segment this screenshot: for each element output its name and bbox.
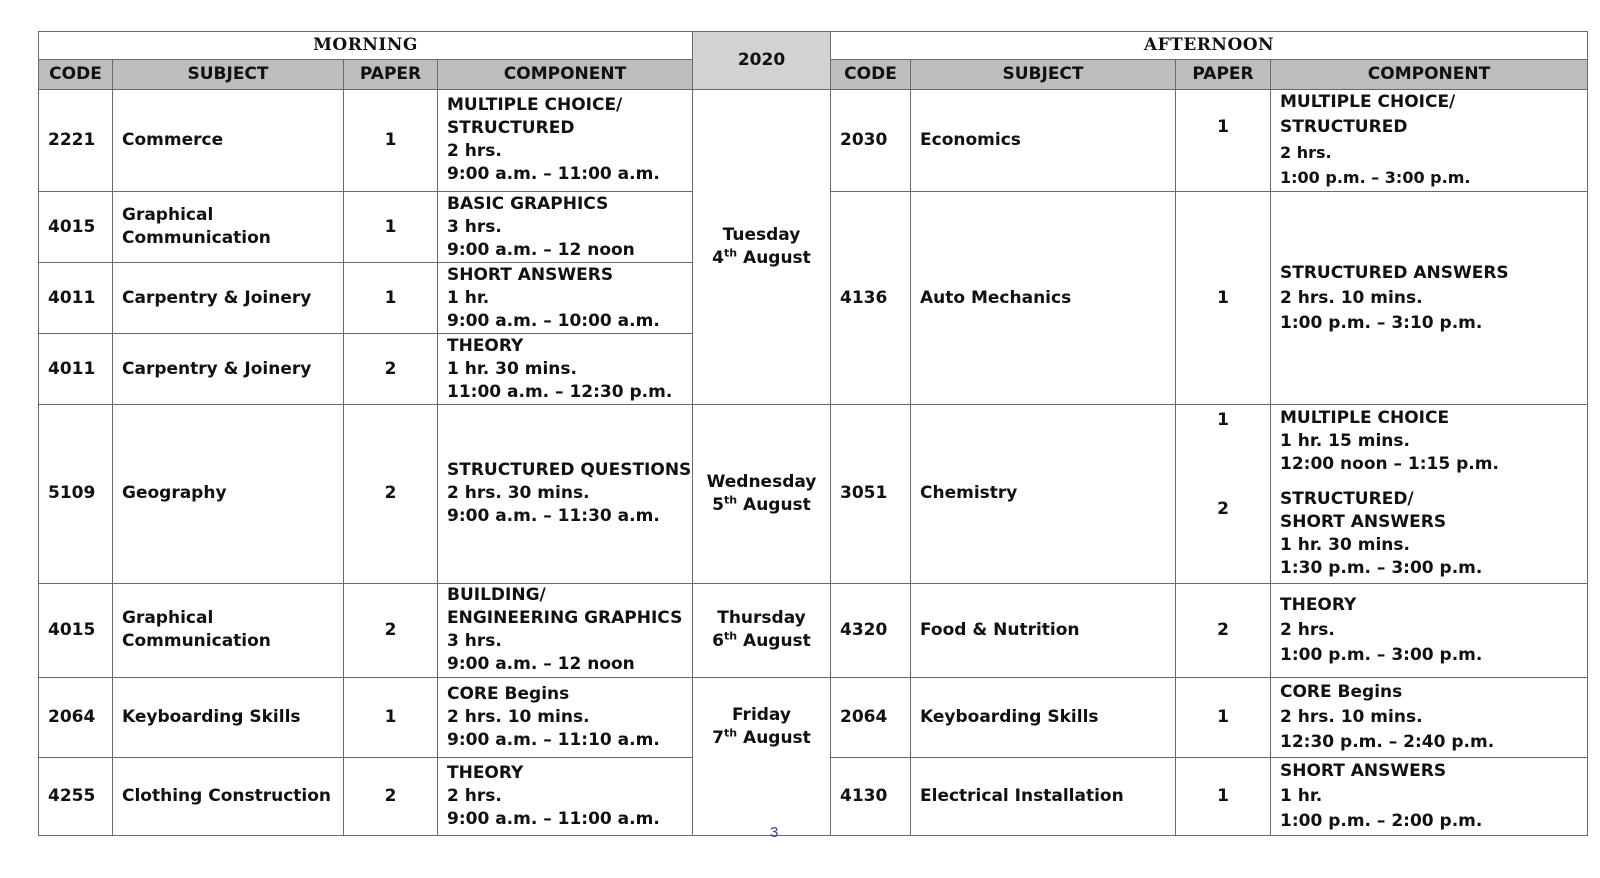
day-tuesday: Tuesday 4th August — [693, 89, 831, 404]
pm-code: 2030 — [831, 89, 911, 191]
am-subject: Commerce — [113, 89, 344, 191]
col-subject-pm: SUBJECT — [911, 60, 1176, 89]
am-component: CORE Begins 2 hrs. 10 mins. 9:00 a.m. – 11:10 a.m. — [438, 677, 693, 757]
am-subject: Carpentry & Joinery — [113, 334, 344, 405]
year-header: 2020 — [693, 32, 831, 90]
pm-paper: 2 — [1176, 583, 1271, 677]
col-component-pm: COMPONENT — [1271, 60, 1588, 89]
am-subject: Graphical Communication — [113, 192, 344, 263]
pm-subject: Food & Nutrition — [911, 583, 1176, 677]
am-subject: Geography — [113, 405, 344, 583]
title-row — [39, 32, 1588, 60]
morning-header: MORNING — [39, 32, 693, 60]
pm-paper-2: 2 — [1217, 498, 1229, 519]
am-component: THEORY 1 hr. 30 mins. 11:00 a.m. – 12:30 p.m. — [438, 334, 693, 405]
pm-subject: Keyboarding Skills — [911, 677, 1176, 757]
col-paper-am: PAPER — [344, 60, 438, 89]
am-component: STRUCTURED QUESTIONS 2 hrs. 30 mins. 9:00 a.m. – 11:30 a.m. — [438, 405, 693, 583]
pm-paper — [1176, 405, 1271, 583]
am-subject: Keyboarding Skills — [113, 677, 344, 757]
pm-paper: 1 — [1176, 677, 1271, 757]
am-component: BASIC GRAPHICS 3 hrs. 9:00 a.m. – 12 noon — [438, 192, 693, 263]
day-friday: Friday 7th August — [693, 677, 831, 835]
col-subject-am: SUBJECT — [113, 60, 344, 89]
pm-subject: Chemistry — [911, 405, 1176, 583]
day-wednesday: Wednesday 5th August — [693, 405, 831, 583]
pm-paper: 1 — [1176, 89, 1271, 191]
pm-subject: Auto Mechanics — [911, 192, 1176, 405]
am-code: 4255 — [39, 757, 113, 835]
pm-component: MULTIPLE CHOICE 1 hr. 15 mins. 12:00 noon – 1:15 p.m. STRUCTURED/ SHORT ANSWERS 1 hr. 30 mins. 1:30 p.m. – 3:00 p.m. — [1271, 405, 1588, 583]
table-row — [39, 677, 1588, 757]
table-row — [39, 89, 1588, 191]
pm-code: 4136 — [831, 192, 911, 405]
pm-paper-1: 1 — [1217, 409, 1229, 430]
am-paper: 1 — [344, 677, 438, 757]
pm-subject: Economics — [911, 89, 1176, 191]
col-component-am: COMPONENT — [438, 60, 693, 89]
am-paper: 1 — [344, 263, 438, 334]
table-row — [39, 583, 1588, 677]
pm-component: THEORY 2 hrs. 1:00 p.m. – 3:00 p.m. — [1271, 583, 1588, 677]
col-code-pm: CODE — [831, 60, 911, 89]
am-component: SHORT ANSWERS 1 hr. 9:00 a.m. – 10:00 a.m. — [438, 263, 693, 334]
am-code: 5109 — [39, 405, 113, 583]
am-code: 4011 — [39, 263, 113, 334]
am-paper: 2 — [344, 405, 438, 583]
am-component: BUILDING/ ENGINEERING GRAPHICS 3 hrs. 9:00 a.m. – 12 noon — [438, 583, 693, 677]
pm-component: CORE Begins 2 hrs. 10 mins. 12:30 p.m. – 2:40 p.m. — [1271, 677, 1588, 757]
am-paper: 2 — [344, 583, 438, 677]
pm-component: SHORT ANSWERS 1 hr. 1:00 p.m. – 2:00 p.m. — [1271, 757, 1588, 835]
am-code: 4015 — [39, 583, 113, 677]
pm-code: 3051 — [831, 405, 911, 583]
am-code: 2221 — [39, 89, 113, 191]
pm-paper: 1 — [1176, 192, 1271, 405]
pm-code: 2064 — [831, 677, 911, 757]
table-row — [39, 405, 1588, 583]
am-component: THEORY 2 hrs. 9:00 a.m. – 11:00 a.m. — [438, 757, 693, 835]
am-code: 2064 — [39, 677, 113, 757]
pm-component: STRUCTURED ANSWERS 2 hrs. 10 mins. 1:00 p.m. – 3:10 p.m. — [1271, 192, 1588, 405]
pm-paper: 1 — [1176, 757, 1271, 835]
am-code: 4015 — [39, 192, 113, 263]
am-subject: Graphical Communication — [113, 583, 344, 677]
am-component: MULTIPLE CHOICE/ STRUCTURED 2 hrs. 9:00 a.m. – 11:00 a.m. — [438, 89, 693, 191]
pm-code: 4130 — [831, 757, 911, 835]
am-subject: Carpentry & Joinery — [113, 263, 344, 334]
pm-subject: Electrical Installation — [911, 757, 1176, 835]
page-number: 3 — [770, 824, 779, 841]
day-thursday: Thursday 6th August — [693, 583, 831, 677]
am-code: 4011 — [39, 334, 113, 405]
pm-code: 4320 — [831, 583, 911, 677]
pm-component: MULTIPLE CHOICE/ STRUCTURED 2 hrs. 1:00 p.m. – 3:00 p.m. — [1271, 89, 1588, 191]
am-subject: Clothing Construction — [113, 757, 344, 835]
exam-timetable — [38, 31, 1588, 836]
am-paper: 2 — [344, 757, 438, 835]
am-paper: 1 — [344, 192, 438, 263]
col-code-am: CODE — [39, 60, 113, 89]
am-paper: 1 — [344, 89, 438, 191]
col-paper-pm: PAPER — [1176, 60, 1271, 89]
am-paper: 2 — [344, 334, 438, 405]
afternoon-header: AFTERNOON — [831, 32, 1588, 60]
